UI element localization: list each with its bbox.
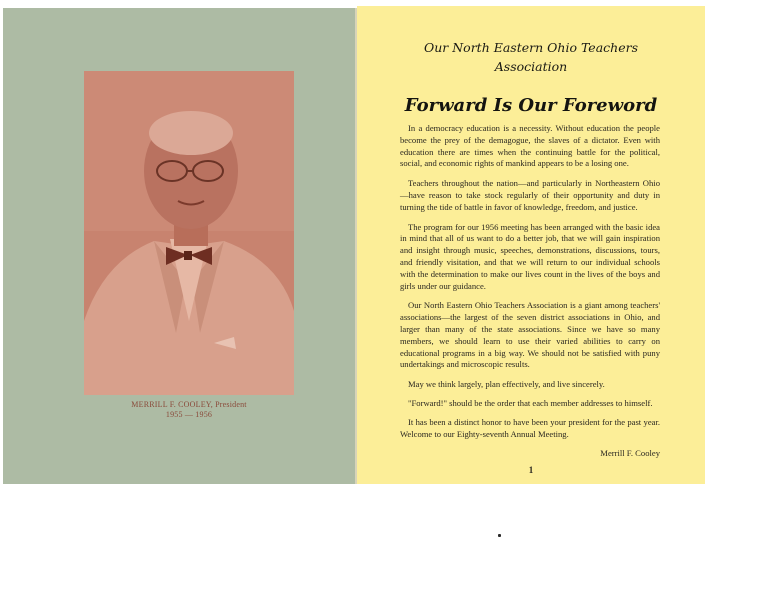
scan-speck: [498, 534, 501, 537]
portrait-illustration: [84, 71, 294, 395]
page-number: 1: [528, 465, 534, 475]
page-headline: Forward Is Our Foreword: [404, 95, 658, 116]
paragraph: "Forward!" should be the order that each member addresses to himself.: [408, 397, 653, 408]
paragraph: In a democracy education is a necessity. Without education the people become the prey of the demagogue, the slaves of a dictator. Even with education there are times when the continuing battle for the political, social, and economic rights of mankind appears to be a losing one.: [400, 123, 660, 169]
caption-years: 1955 — 1956: [165, 410, 213, 419]
left-page: [3, 8, 356, 484]
portrait-caption: [84, 400, 294, 420]
organization-line-1: Our North Eastern Ohio Teachers: [424, 40, 638, 55]
organization-line-2: Association: [494, 59, 568, 74]
paragraph: The program for our 1956 meeting has been arranged with the basic idea in mind that all of us want to do a better job, that we will gain inspiration and insight through music, speeches, demonstrations, discussions, tours, and friendly visitation, and that we will return to our individual schools with the determination to make our lives count in the lives of the boys and girls under our guidance.: [400, 221, 660, 291]
right-page: [357, 6, 705, 484]
organization-title: [357, 38, 705, 76]
paragraph: Teachers throughout the nation—and particularly in Northeastern Ohio—have reason to take stock regularly of their opportunity and duty in turning the tide of battle in favor of knowledge, freedom, and justice.: [400, 178, 660, 212]
paragraph: Our North Eastern Ohio Teachers Association is a giant among teachers' associations—the largest of the seven district associations in Ohio, and larger than many of the state associations. Since we have so many members, we should learn to use their varied abilities to carry on educational programs in a big way. We should not be satisfied with puny undertakings and microscopic results.: [400, 300, 660, 370]
letter-body: [400, 123, 660, 447]
paragraph: May we think largely, plan effectively, and live sincerely.: [408, 379, 605, 390]
signature: Merrill F. Cooley: [600, 448, 660, 458]
president-portrait-photo: [84, 71, 294, 395]
caption-name: MERRILL F. COOLEY, President: [131, 400, 247, 409]
paragraph: It has been a distinct honor to have been your president for the past year. Welcome to our Eighty-seventh Annual Meeting.: [400, 416, 660, 439]
